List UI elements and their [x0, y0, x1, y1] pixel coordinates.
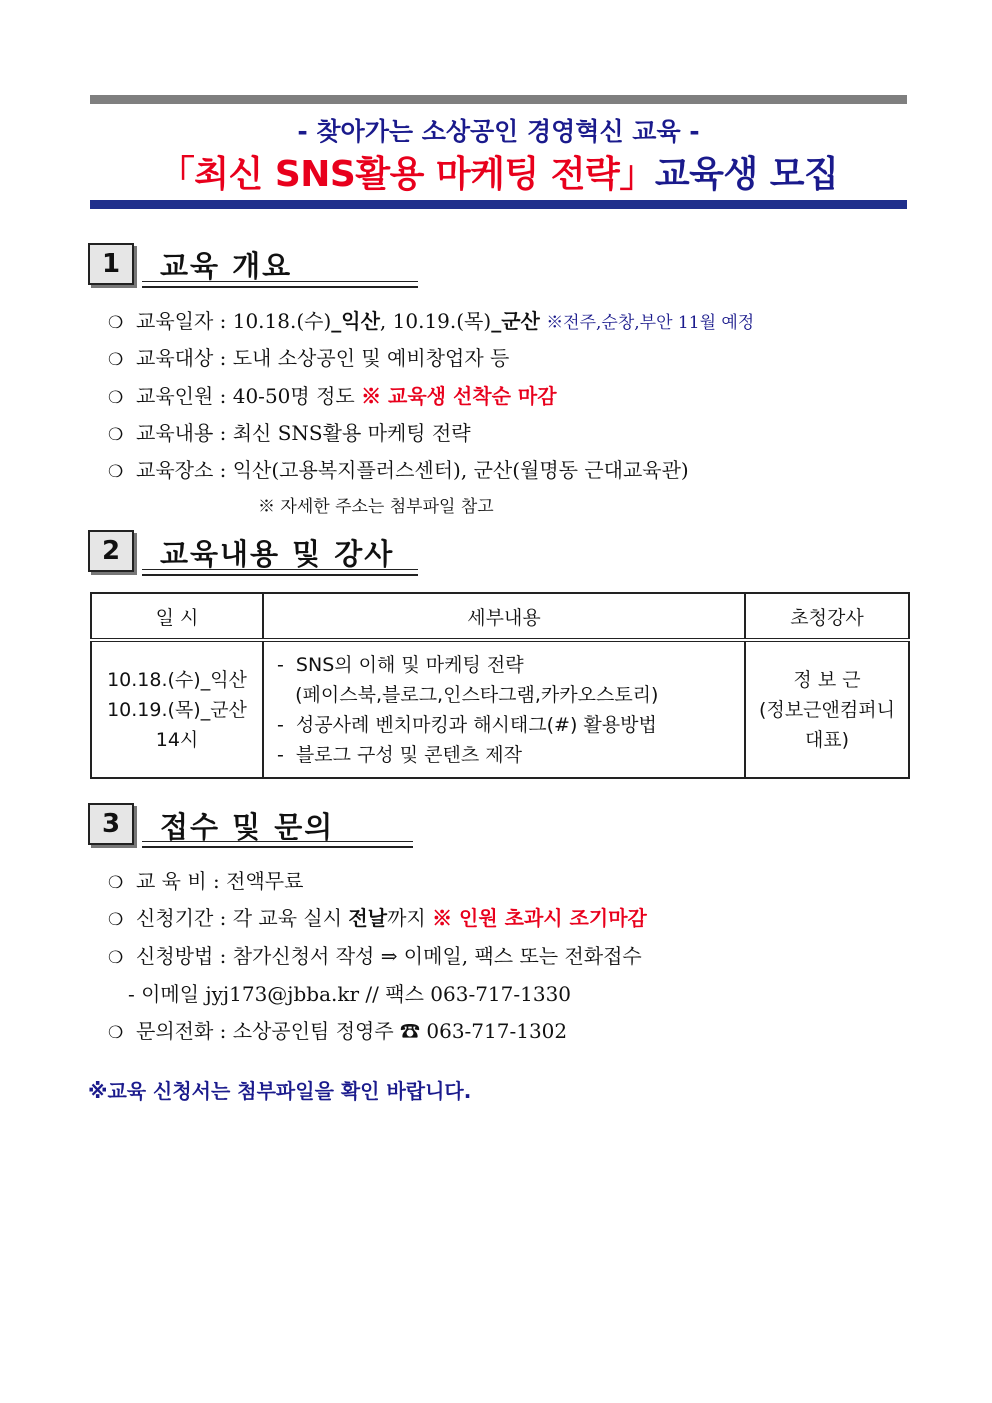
section2-title: 교육내용 및 강사 [160, 537, 395, 571]
bullet-circle-icon: ❍ [108, 462, 124, 482]
bullet-circle-icon: ❍ [108, 313, 124, 333]
cell-details: - SNS의 이해 및 마케팅 전략 (페이스북,블로그,인스타그램,카카오스토리) - 성공사례 벤치마킹과 해시태그(#) 활용방법 - 블로그 구성 및 콘텐츠 제작 [263, 640, 745, 778]
section3-number: 3 [88, 803, 134, 845]
schedule-table [90, 592, 910, 779]
section2-title-underline [142, 569, 418, 576]
section1-title-underline [142, 281, 418, 288]
bullet-circle-icon: ❍ [108, 350, 124, 370]
title-underline [90, 200, 907, 209]
page-subtitle: - 찾아가는 소상공인 경영혁신 교육 - [297, 117, 700, 146]
s1-item-capacity: ❍ 교육인원 : 40-50명 정도 ※ 교육생 선착순 마감 [108, 383, 557, 411]
s1-item-content: ❍ 교육내용 : 최신 SNS활용 마케팅 전략 [108, 420, 471, 448]
section2-number: 2 [88, 530, 134, 572]
s3-item-fee: ❍ 교 육 비 : 전액무료 [108, 868, 303, 896]
col-header-details: 세부내용 [263, 593, 745, 640]
bullet-circle-icon: ❍ [108, 873, 124, 893]
footnote: ※교육 신청서는 첨부파일을 확인 바랍니다. [88, 1079, 472, 1103]
s1-item-venue: ❍ 교육장소 : 익산(고용복지플러스센터), 군산(월명동 근대교육관) [108, 457, 689, 485]
title-red: 「최신 SNS활용 마케팅 전략」 [158, 154, 655, 195]
s3-item-period: ❍ 신청기간 : 각 교육 실시 전날까지 ※ 인원 초과시 조기마감 [108, 905, 647, 933]
section1-number: 1 [88, 243, 134, 285]
title-blue: 교육생 모집 [654, 154, 839, 195]
table-row [91, 640, 909, 778]
other-region-note: ※전주,순창,부안 11월 예정 [546, 313, 755, 333]
s3-item-method: ❍ 신청방법 : 참가신청서 작성 ⇒ 이메일, 팩스 또는 전화접수 [108, 943, 642, 971]
bullet-circle-icon: ❍ [108, 948, 124, 968]
col-header-instructor: 초청강사 [745, 593, 909, 640]
bullet-circle-icon: ❍ [108, 388, 124, 408]
bullet-circle-icon: ❍ [108, 1023, 124, 1043]
early-close-warning: ※ 인원 초과시 조기마감 [432, 906, 647, 930]
s1-item-date: ❍ 교육일자 : 10.18.(수)_익산, 10.19.(목)_군산 ※전주,순창,부안 11월 예정 [108, 308, 754, 336]
section3-title: 접수 및 문의 [160, 810, 335, 844]
s3-item-phone: ❍ 문의전화 : 소상공인팀 정영주 ☎ 063-717-1302 [108, 1018, 567, 1046]
phone-icon: ☎ [400, 1019, 421, 1043]
section3-title-underline [142, 841, 413, 848]
address-note: ※ 자세한 주소는 첨부파일 참고 [258, 497, 494, 517]
cell-datetime: 10.18.(수)_익산 10.19.(목)_군산 14시 [91, 640, 263, 778]
top-rule [90, 95, 907, 104]
s1-item-target: ❍ 교육대상 : 도내 소상공인 및 예비창업자 등 [108, 345, 509, 373]
bullet-circle-icon: ❍ [108, 910, 124, 930]
page-title [90, 146, 907, 197]
bullet-circle-icon: ❍ [108, 425, 124, 445]
capacity-warning: ※ 교육생 선착순 마감 [361, 384, 557, 408]
cell-instructor: 정 보 근 (정보근앤컴퍼니 대표) [745, 640, 909, 778]
section1-title: 교육 개요 [160, 249, 293, 283]
s3-contact-email-fax: - 이메일 jyj173@jbba.kr // 팩스 063-717-1330 [128, 982, 572, 1006]
col-header-datetime: 일 시 [91, 593, 263, 640]
